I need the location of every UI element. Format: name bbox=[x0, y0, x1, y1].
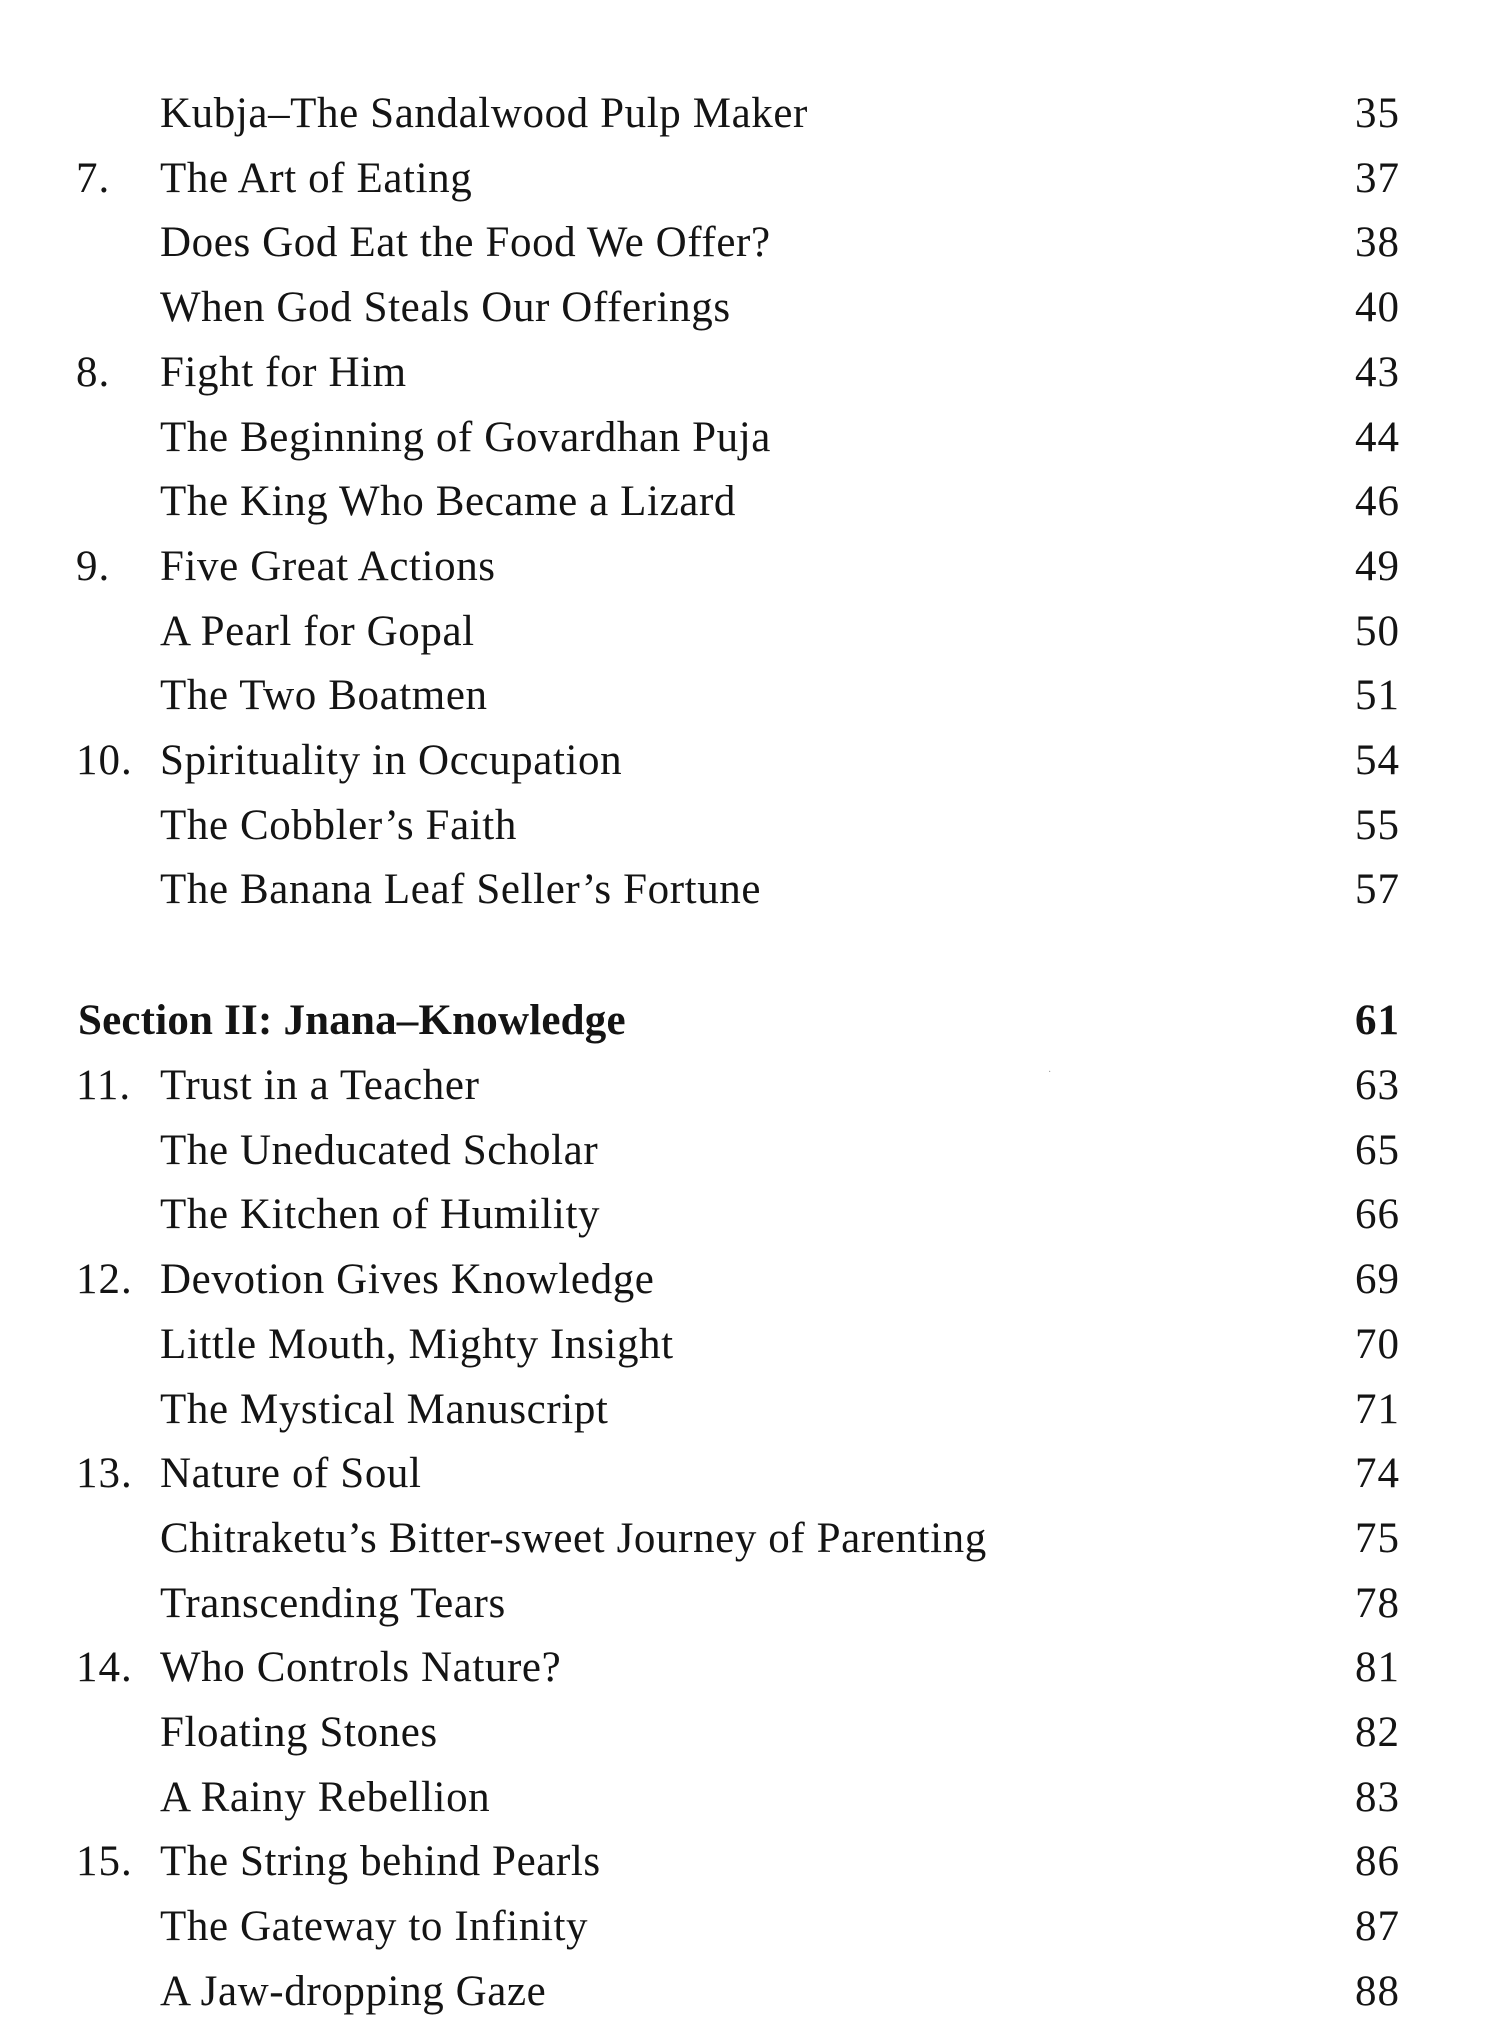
toc-entry bbox=[0, 1119, 1500, 1183]
page-number: 88 bbox=[1355, 1968, 1400, 2015]
entry-title: The Uneducated Scholar bbox=[160, 1127, 599, 1174]
section-page-number: 61 bbox=[1355, 997, 1400, 1044]
toc-entry bbox=[0, 1248, 1500, 1312]
toc-entry bbox=[0, 1960, 1500, 2024]
page-number: 49 bbox=[1355, 543, 1400, 590]
page-number: 83 bbox=[1355, 1774, 1400, 1821]
entry-title: The Banana Leaf Seller’s Fortune bbox=[160, 866, 762, 913]
page-number: 75 bbox=[1355, 1515, 1400, 1562]
page-number: 55 bbox=[1355, 802, 1400, 849]
entry-title: Devotion Gives Knowledge bbox=[160, 1256, 655, 1303]
entry-title: The Beginning of Govardhan Puja bbox=[160, 414, 771, 461]
page-number: 54 bbox=[1355, 737, 1400, 784]
toc-entry bbox=[0, 147, 1500, 211]
page-number: 66 bbox=[1355, 1191, 1400, 1238]
entry-title: Transcending Tears bbox=[160, 1580, 506, 1627]
toc-entry bbox=[0, 664, 1500, 728]
toc-entry bbox=[0, 1636, 1500, 1700]
section-title: Section II: Jnana–Knowledge bbox=[78, 997, 626, 1044]
entry-title: A Pearl for Gopal bbox=[160, 608, 475, 655]
page-number: 57 bbox=[1355, 866, 1400, 913]
entry-title: Kubja–The Sandalwood Pulp Maker bbox=[160, 90, 808, 137]
page-number: 44 bbox=[1355, 414, 1400, 461]
entry-title: Spirituality in Occupation bbox=[160, 737, 623, 784]
entry-title: Five Great Actions bbox=[160, 543, 496, 590]
entry-title: A Rainy Rebellion bbox=[160, 1774, 491, 1821]
entry-title: The Cobbler’s Faith bbox=[160, 802, 517, 849]
chapter-number: 11. bbox=[76, 1062, 132, 1109]
entry-title: The King Who Became a Lizard bbox=[160, 478, 736, 525]
toc-entry bbox=[0, 406, 1500, 470]
toc-entry bbox=[0, 1313, 1500, 1377]
entry-title: The Kitchen of Humility bbox=[160, 1191, 601, 1238]
page-number: 70 bbox=[1355, 1321, 1400, 1368]
page-number: 82 bbox=[1355, 1709, 1400, 1756]
toc-entry bbox=[0, 341, 1500, 405]
entry-title: When God Steals Our Offerings bbox=[160, 284, 731, 331]
scan-speck: · bbox=[1048, 1067, 1052, 1078]
page-number: 63 bbox=[1355, 1062, 1400, 1109]
entry-title: The String behind Pearls bbox=[160, 1838, 601, 1885]
page-number: 51 bbox=[1355, 672, 1400, 719]
chapter-number: 9. bbox=[76, 543, 111, 590]
page-number: 81 bbox=[1355, 1644, 1400, 1691]
toc-entry bbox=[0, 535, 1500, 599]
page-number: 65 bbox=[1355, 1127, 1400, 1174]
toc-entry bbox=[0, 82, 1500, 146]
toc-entry bbox=[0, 1766, 1500, 1830]
page-number: 35 bbox=[1355, 90, 1400, 137]
entry-title: Chitraketu’s Bitter-sweet Journey of Parenting bbox=[160, 1515, 987, 1562]
toc-entry bbox=[0, 470, 1500, 534]
entry-title: Floating Stones bbox=[160, 1709, 438, 1756]
entry-title: Does God Eat the Food We Offer? bbox=[160, 219, 771, 266]
entry-title: Trust in a Teacher bbox=[160, 1062, 480, 1109]
entry-title: The Two Boatmen bbox=[160, 672, 488, 719]
toc-entry bbox=[0, 1183, 1500, 1247]
page-number: 87 bbox=[1355, 1903, 1400, 1950]
page-number: 38 bbox=[1355, 219, 1400, 266]
toc-entry bbox=[0, 1701, 1500, 1765]
page-number: 78 bbox=[1355, 1580, 1400, 1627]
toc-entry bbox=[0, 1572, 1500, 1636]
page-number: 46 bbox=[1355, 478, 1400, 525]
toc-entry bbox=[0, 276, 1500, 340]
page-number: 43 bbox=[1355, 349, 1400, 396]
toc-entry bbox=[0, 1830, 1500, 1894]
toc-entry bbox=[0, 729, 1500, 793]
toc-entry bbox=[0, 1378, 1500, 1442]
page-number: 69 bbox=[1355, 1256, 1400, 1303]
page-number: 86 bbox=[1355, 1838, 1400, 1885]
section-heading bbox=[0, 989, 1500, 1053]
toc-entry bbox=[0, 1895, 1500, 1959]
page-number: 71 bbox=[1355, 1386, 1400, 1433]
entry-title: Fight for Him bbox=[160, 349, 407, 396]
toc-entry bbox=[0, 1054, 1500, 1118]
page-number: 37 bbox=[1355, 155, 1400, 202]
toc-entry bbox=[0, 211, 1500, 275]
entry-title: A Jaw-dropping Gaze bbox=[160, 1968, 547, 2015]
chapter-number: 15. bbox=[76, 1838, 133, 1885]
toc-entry bbox=[0, 794, 1500, 858]
entry-title: The Art of Eating bbox=[160, 155, 473, 202]
entry-title: The Gateway to Infinity bbox=[160, 1903, 589, 1950]
toc-entry bbox=[0, 1442, 1500, 1506]
toc-entry bbox=[0, 858, 1500, 922]
page-number: 40 bbox=[1355, 284, 1400, 331]
page-number: 74 bbox=[1355, 1450, 1400, 1497]
chapter-number: 7. bbox=[76, 155, 111, 202]
page-number: 50 bbox=[1355, 608, 1400, 655]
chapter-number: 14. bbox=[76, 1644, 133, 1691]
toc-entry bbox=[0, 600, 1500, 664]
entry-title: Who Controls Nature? bbox=[160, 1644, 562, 1691]
chapter-number: 8. bbox=[76, 349, 111, 396]
chapter-number: 13. bbox=[76, 1450, 133, 1497]
chapter-number: 12. bbox=[76, 1256, 133, 1303]
entry-title: Nature of Soul bbox=[160, 1450, 422, 1497]
entry-title: Little Mouth, Mighty Insight bbox=[160, 1321, 674, 1368]
chapter-number: 10. bbox=[76, 737, 133, 784]
toc-entry bbox=[0, 1507, 1500, 1571]
entry-title: The Mystical Manuscript bbox=[160, 1386, 609, 1433]
